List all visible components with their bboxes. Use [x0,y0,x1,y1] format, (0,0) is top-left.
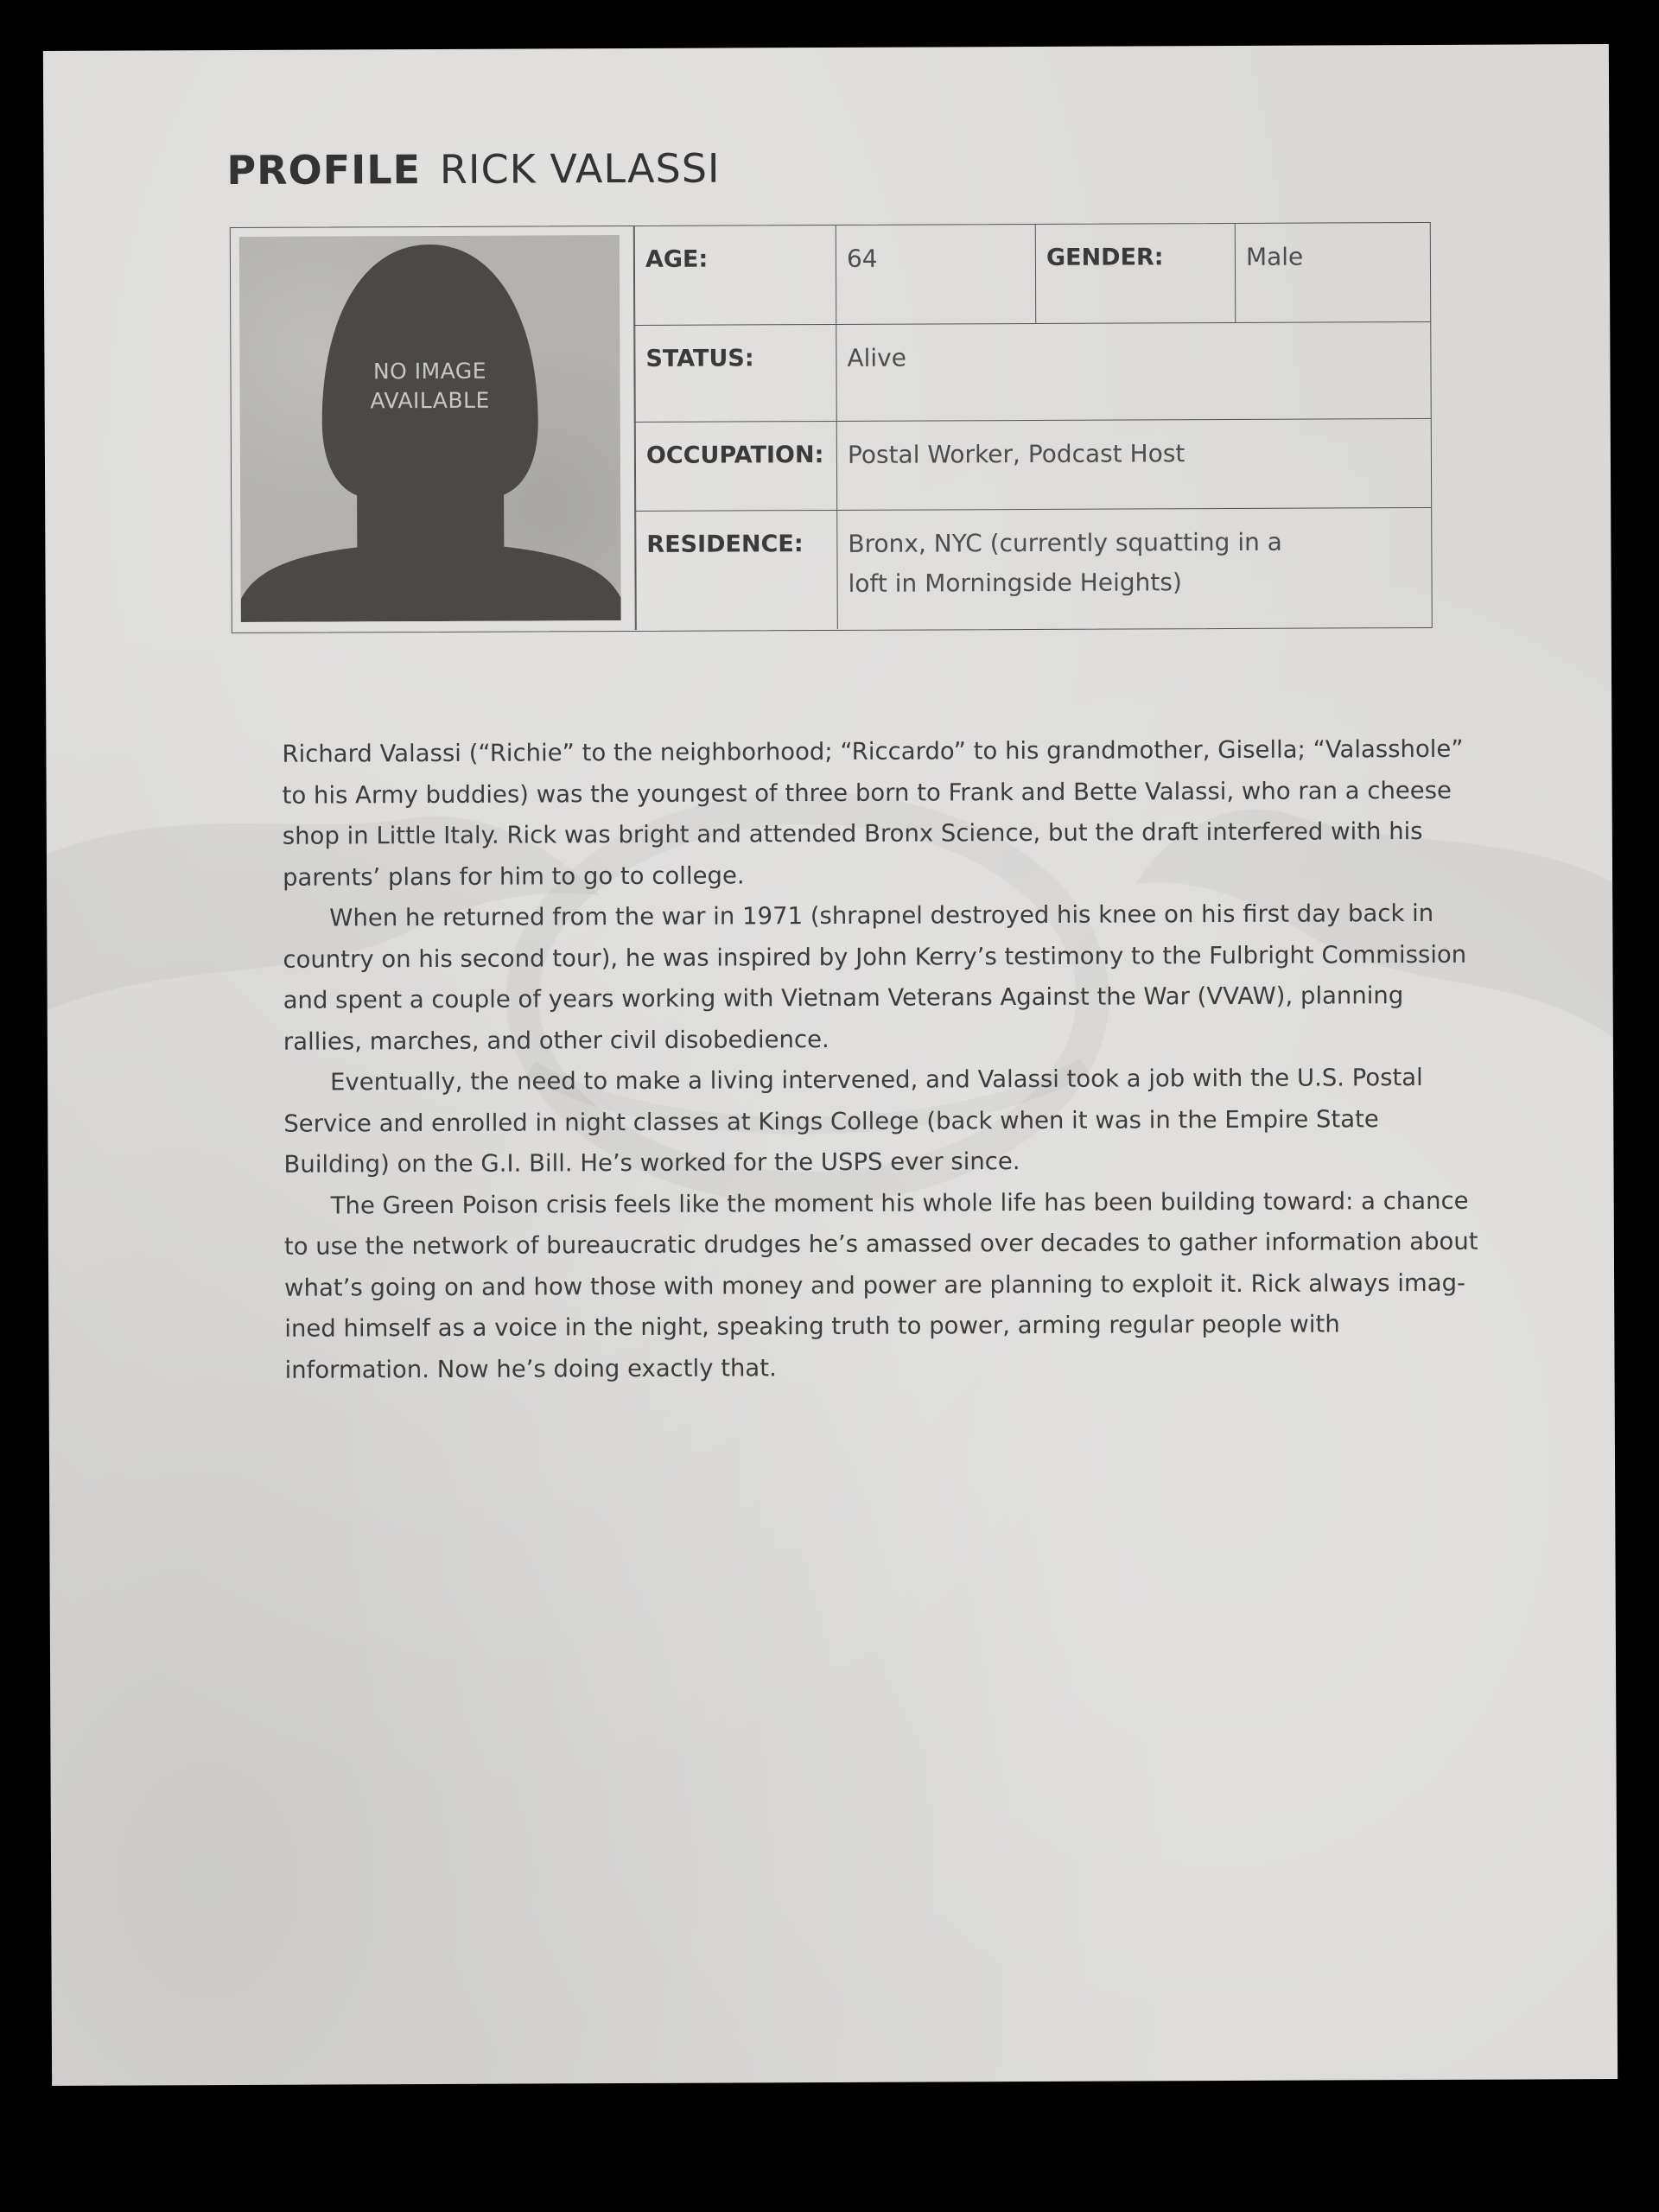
page-title [226,145,720,194]
gender-label: GENDER: [1035,224,1235,324]
dossier-page [43,44,1618,2086]
biography [282,729,1485,1391]
residence-value: Bronx, NYC (currently squatting in a loft in Morningside Heights) [836,508,1330,628]
profile-name: RICK VALASSI [439,144,721,193]
status-label: STATUS: [634,325,836,423]
bio-paragraph: The Green Poison crisis feels like the moment his whole life has been building toward: a chance to use the network of bureaucratic drudges he’s amassed over decades to gather information about what’s going on and how those with money and power are planning to exploit it. Rick always imagined himself as a voice in the night, speaking truth to power, arming regular people with information. Now he’s doing exactly that. [283,1186,1478,1384]
no-image-line2: AVAILABLE [370,387,490,414]
age-label: AGE: [634,226,836,326]
title-keyword: PROFILE [226,146,422,194]
status-value: Alive [836,322,1430,422]
residence-label: RESIDENCE: [635,511,837,630]
profile-photo-placeholder [239,235,621,622]
no-image-line1: NO IMAGE [372,358,487,385]
silhouette-icon [239,235,621,622]
photo-cell [231,226,636,632]
occupation-value: Postal Worker, Podcast Host [836,419,1431,511]
age-value: 64 [836,225,1035,325]
bio-paragraph: When he returned from the war in 1971 (shrapnel destroyed his knee on his first day back in country on his second tour), he was inspired by John Kerry’s testimony to the Fulbright Commission and spent a couple of years working with Vietnam Veterans Against the War (VVAW), planning rallies, marches, and other civil disobedience. [283,899,1467,1056]
gender-value: Male [1235,223,1430,323]
no-image-label [239,356,620,416]
bio-paragraph: Richard Valassi (“Richie” to the neighborhood; “Riccardo” to his grandmother, Gisella; “Valasshole” to his Army buddies) was the youngest of three born to Frank and Bette Valassi, who ran a cheese shop in Little Italy. Rick was bright and attended Bronx Science, but the draft interfered with his parents’ plans for him to go to college. [282,734,1464,892]
profile-table [230,222,1433,633]
bio-paragraph: Eventually, the need to make a living intervened, and Valassi took a job with the U.S. Postal Service and enrolled in night classes at Kings College (back when it was in the Empire State Building) on the G.I. Bill. He’s worked for the USPS ever since. [283,1064,1423,1179]
occupation-label: OCCUPATION: [635,422,836,512]
